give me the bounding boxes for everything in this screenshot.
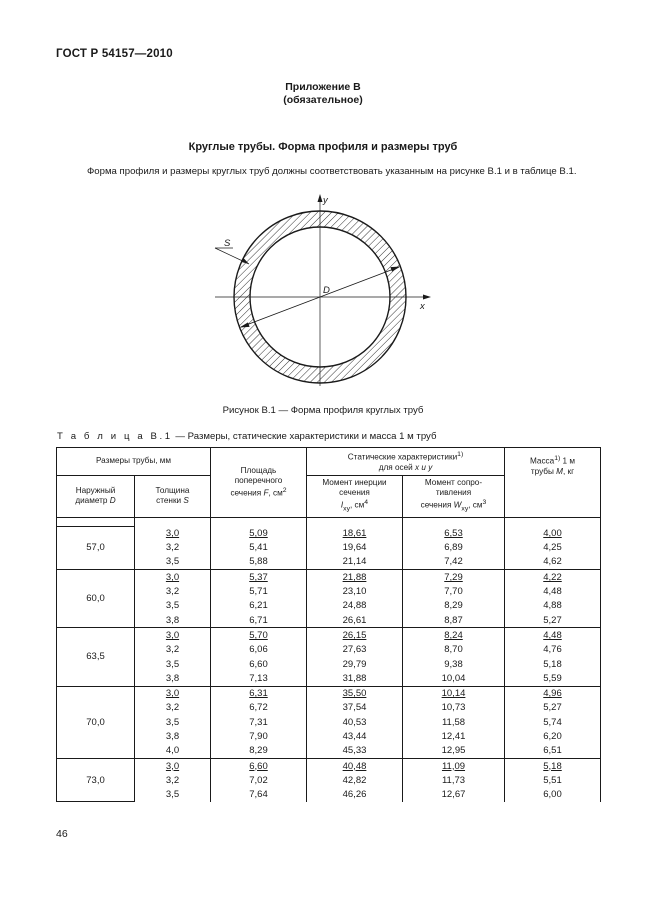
inertia-cell: 23,10 (307, 584, 403, 598)
area-cell: 5,88 (211, 555, 307, 570)
intro-paragraph: Форма профиля и размеры круглых труб должны соответствовать указанным на рисунке В.1 и в таблице В.1. (87, 166, 577, 177)
area-cell: 6,21 (211, 599, 307, 613)
header-wall-thickness: Толщина стенки S (135, 475, 211, 517)
x-axis-arrow (423, 295, 431, 300)
outer-diameter-cell: 73,0 (57, 758, 135, 801)
page-number: 46 (56, 828, 68, 840)
inertia-cell: 35,50 (307, 686, 403, 701)
inertia-cell: 42,82 (307, 773, 403, 787)
table-row (57, 657, 601, 671)
mass-cell: 4,62 (505, 555, 601, 570)
resist-cell: 11,73 (403, 773, 505, 787)
header-inertia: Момент инерции сечения $I_{xy}$, $см^4$ (307, 475, 403, 517)
mass-cell: 6,51 (505, 744, 601, 759)
mass-cell: 5,27 (505, 613, 601, 628)
wall-cell: 3,0 (135, 758, 211, 773)
area-cell: 5,71 (211, 584, 307, 598)
inertia-cell: 21,88 (307, 570, 403, 585)
document-code: ГОСТ Р 54157—2010 (56, 48, 173, 60)
area-cell: 5,41 (211, 541, 307, 555)
wall-cell: 3,0 (135, 526, 211, 540)
resist-cell: 8,87 (403, 613, 505, 628)
resist-cell: 12,41 (403, 729, 505, 743)
area-cell: 6,71 (211, 613, 307, 628)
mass-cell: 4,25 (505, 541, 601, 555)
wall-cell: 3,8 (135, 613, 211, 628)
pipe-size-table (56, 447, 601, 802)
area-cell: 6,72 (211, 701, 307, 715)
mass-cell: 4,48 (505, 628, 601, 643)
table-row (57, 671, 601, 686)
resist-cell: 6,53 (403, 526, 505, 540)
area-cell: 8,29 (211, 744, 307, 759)
resist-cell: 6,89 (403, 541, 505, 555)
table-title-rest: — Размеры, статические характеристики и масса 1 м труб (172, 431, 437, 442)
resist-cell: 10,04 (403, 671, 505, 686)
inertia-cell: 26,61 (307, 613, 403, 628)
annex-title: Приложение В (285, 81, 361, 93)
table-row (57, 701, 601, 715)
table-row (57, 555, 601, 570)
area-cell: 7,64 (211, 788, 307, 802)
wall-cell: 3,2 (135, 773, 211, 787)
table-title-prefix: Т а б л и ц а В.1 (57, 431, 173, 442)
y-axis-label: y (323, 195, 328, 206)
mass-cell: 4,76 (505, 643, 601, 657)
mass-cell: 5,18 (505, 657, 601, 671)
table-row (57, 570, 601, 585)
inertia-cell: 37,54 (307, 701, 403, 715)
resist-cell: 9,38 (403, 657, 505, 671)
resist-cell: 12,67 (403, 788, 505, 802)
wall-cell: 3,5 (135, 788, 211, 802)
wall-cell: 3,0 (135, 570, 211, 585)
table-row (57, 643, 601, 657)
table-row (57, 541, 601, 555)
area-cell: 7,90 (211, 729, 307, 743)
figure-caption: Рисунок В.1 — Форма профиля круглых труб (222, 405, 424, 416)
resist-cell: 7,70 (403, 584, 505, 598)
area-cell: 6,06 (211, 643, 307, 657)
outer-diameter-cell: 70,0 (57, 686, 135, 758)
wall-cell: 3,0 (135, 628, 211, 643)
table-row (57, 715, 601, 729)
table-row (57, 584, 601, 598)
wall-thickness-label: S (224, 238, 231, 249)
mass-cell: 6,20 (505, 729, 601, 743)
mass-cell: 5,18 (505, 758, 601, 773)
area-cell: 7,13 (211, 671, 307, 686)
table-row (57, 613, 601, 628)
inertia-cell: 24,88 (307, 599, 403, 613)
inertia-cell: 27,63 (307, 643, 403, 657)
resist-cell: 12,95 (403, 744, 505, 759)
header-sizes-group: Размеры трубы, мм (57, 448, 211, 476)
resist-cell: 8,29 (403, 599, 505, 613)
header-mass: Масса$^{1)}$ 1 м трубы M, кг (505, 448, 601, 518)
mass-cell: 4,88 (505, 599, 601, 613)
wall-cell: 3,5 (135, 715, 211, 729)
wall-cell: 3,0 (135, 686, 211, 701)
resist-cell: 11,58 (403, 715, 505, 729)
annex-heading (0, 81, 646, 107)
table-spacer-row (57, 517, 601, 526)
area-cell: 7,31 (211, 715, 307, 729)
area-cell: 5,37 (211, 570, 307, 585)
wall-cell: 3,5 (135, 657, 211, 671)
pipe-profile-figure (195, 186, 445, 386)
wall-cell: 3,2 (135, 584, 211, 598)
resist-cell: 8,24 (403, 628, 505, 643)
mass-cell: 5,59 (505, 671, 601, 686)
table-row (57, 758, 601, 773)
inertia-cell: 40,53 (307, 715, 403, 729)
inertia-cell: 19,64 (307, 541, 403, 555)
inertia-cell: 40,48 (307, 758, 403, 773)
resist-cell: 10,14 (403, 686, 505, 701)
mass-cell: 5,27 (505, 701, 601, 715)
inertia-cell: 29,79 (307, 657, 403, 671)
header-area: Площадь поперечного сечения F, $см^2$ (211, 448, 307, 518)
inertia-cell: 21,14 (307, 555, 403, 570)
diameter-label: D (323, 285, 330, 296)
mass-cell: 4,48 (505, 584, 601, 598)
area-cell: 5,09 (211, 526, 307, 540)
table-row (57, 729, 601, 743)
y-axis-arrow (318, 194, 323, 202)
area-cell: 7,02 (211, 773, 307, 787)
table-body (57, 517, 601, 802)
mass-cell: 5,51 (505, 773, 601, 787)
wall-cell: 3,2 (135, 541, 211, 555)
wall-cell: 3,5 (135, 599, 211, 613)
table-title (57, 431, 436, 442)
resist-cell: 10,73 (403, 701, 505, 715)
table-row (57, 599, 601, 613)
outer-diameter-cell: 57,0 (57, 526, 135, 569)
outer-diameter-cell: 63,5 (57, 628, 135, 686)
mass-cell: 4,96 (505, 686, 601, 701)
mass-cell: 4,22 (505, 570, 601, 585)
header-static-group: Статические характеристики$^{1)}$ для осей x и y (307, 448, 505, 476)
wall-cell: 3,2 (135, 643, 211, 657)
inertia-cell: 43,44 (307, 729, 403, 743)
resist-cell: 7,29 (403, 570, 505, 585)
header-outer-diameter: Наружный диаметр D (57, 475, 135, 517)
table-row (57, 628, 601, 643)
wall-cell: 3,5 (135, 555, 211, 570)
resist-cell: 7,42 (403, 555, 505, 570)
mass-cell: 4,00 (505, 526, 601, 540)
table-row (57, 744, 601, 759)
mass-cell: 5,74 (505, 715, 601, 729)
resist-cell: 11,09 (403, 758, 505, 773)
area-cell: 6,60 (211, 758, 307, 773)
inertia-cell: 46,26 (307, 788, 403, 802)
table-row (57, 788, 601, 802)
table-row (57, 526, 601, 540)
inertia-cell: 18,61 (307, 526, 403, 540)
inertia-cell: 31,88 (307, 671, 403, 686)
section-title: Круглые трубы. Форма профиля и размеры труб (188, 141, 458, 153)
table-row (57, 686, 601, 701)
area-cell: 6,60 (211, 657, 307, 671)
table-row (57, 773, 601, 787)
annex-subtitle: (обязательное) (283, 94, 363, 106)
wall-cell: 4,0 (135, 744, 211, 759)
inertia-cell: 45,33 (307, 744, 403, 759)
area-cell: 5,70 (211, 628, 307, 643)
resist-cell: 8,70 (403, 643, 505, 657)
area-cell: 6,31 (211, 686, 307, 701)
wall-cell: 3,8 (135, 671, 211, 686)
header-resistance: Момент сопро- тивления сечения $W_{xy}$, $см^3$ (403, 475, 505, 517)
mass-cell: 6,00 (505, 788, 601, 802)
wall-cell: 3,8 (135, 729, 211, 743)
x-axis-label: x (420, 301, 425, 312)
outer-diameter-cell: 60,0 (57, 570, 135, 628)
wall-cell: 3,2 (135, 701, 211, 715)
inertia-cell: 26,15 (307, 628, 403, 643)
